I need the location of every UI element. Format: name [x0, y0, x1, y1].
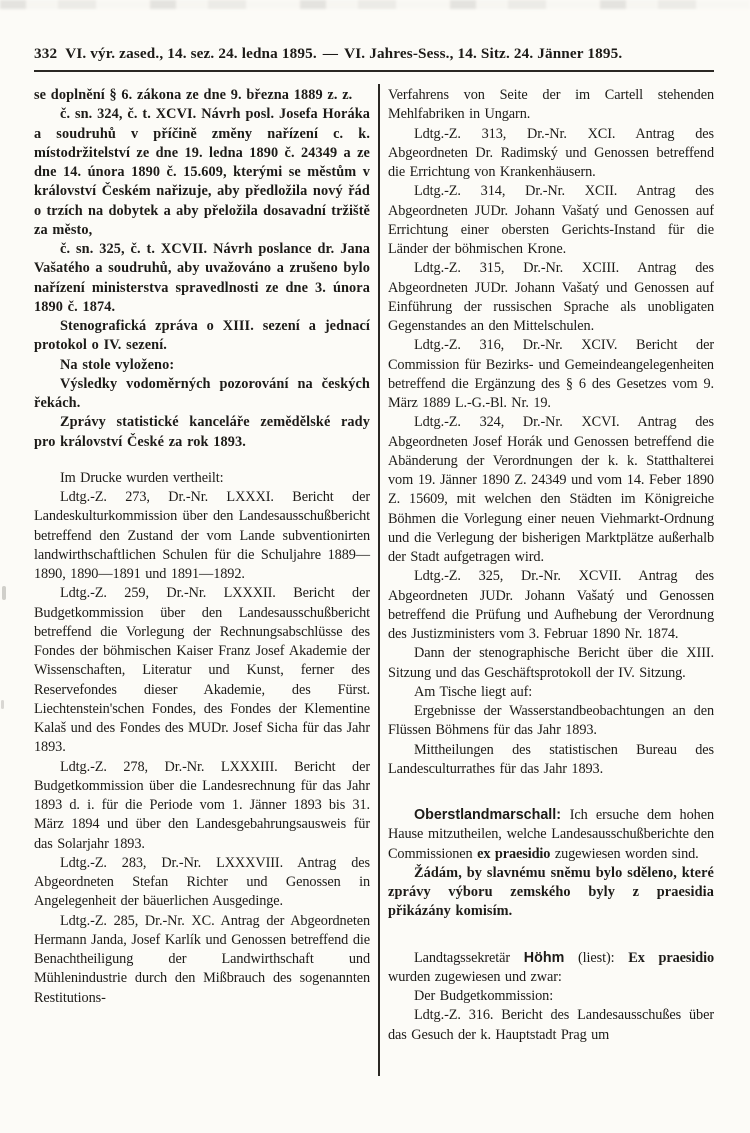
text-segment: ex praesidio — [477, 845, 551, 862]
text-segment: Ldtg.-Z. 278, Dr.-Nr. LXXXIII. Bericht der Budgetkommission über die Landesrechnung für das Jahr 1893 d. i. für die Periode vom 1. Jänner 1893 bis 31. März 1894 und über den Landesgebahrungsausweis für das Solarjahr 1893. — [34, 758, 370, 852]
text-segment: Der Budgetkommission: — [414, 988, 554, 1004]
right-column — [380, 84, 714, 1124]
paragraph — [388, 259, 714, 336]
paragraph — [388, 1006, 714, 1045]
paragraph — [388, 683, 714, 702]
paragraph — [388, 806, 714, 864]
text-segment: wurden zugewiesen und zwar: — [388, 968, 562, 985]
text-segment: Zprávy statistické kanceláře zemědělské rady pro království České za rok 1893. — [34, 414, 370, 450]
text-segment: se doplnění § 6. zákona ze dne 9. března 1889 z. z. — [34, 87, 353, 103]
text-segment: č. sn. 324, č. t. XCVI. Návrh posl. Josefa Horáka a soudruhů v příčině změny nařízení c. k. místodržitelství ze dne 19. ledna 1890 č. 24349 a ze dne 14. února 1890 č. 15.609, kterými se městům v království Českém nařizuje, aby předložila nový řád o trzích na dobytek a aby přeložila dosavadní tržiště za město, — [34, 106, 370, 238]
paragraph — [34, 240, 370, 317]
paragraph — [34, 375, 370, 414]
page-header — [34, 45, 716, 63]
paragraph — [34, 105, 370, 240]
paragraph — [34, 317, 370, 356]
paragraph — [388, 336, 714, 413]
paragraph — [388, 567, 714, 644]
paragraph — [34, 469, 370, 488]
paragraph — [388, 864, 714, 922]
paragraph — [34, 854, 370, 912]
header-session-german: VI. Jahres-Sess., 14. Sitz. 24. Jänner 1895. — [344, 45, 623, 62]
header-rule — [34, 70, 714, 72]
text-segment: (liest): — [564, 949, 629, 966]
paragraph — [388, 702, 714, 741]
text-segment: Ldtg.-Z. 313, Dr.-Nr. XCI. Antrag des Abgeordneten Dr. Radimský und Genossen betreffend die Errichtung von Krankenhäusern. — [388, 125, 714, 180]
text-segment: Ldtg.-Z. 316, Dr.-Nr. XCIV. Bericht der Commission für Bezirks- und Gemeindeangelegenheiten betreffend die Ergänzung des § 6 des Gesetzes vom 9. März 1889 L.-G.-Bl. Nr. 19. — [388, 337, 714, 411]
text-segment: zugewiesen worden sind. — [550, 845, 699, 862]
text-segment: Ldtg.-Z. 259, Dr.-Nr. LXXXII. Bericht der Budgetkommission über den Landesausschußbericht betreffend die Vorlegung der Rechnungsabschlüsse des Fondes der böhmischen Kaiser Franz Josef Akademie der Wissenschaften, Literatur und Kunst, ferner des Reservefondes dieser Akademie, des Fürst. Liechtenstein'schen Fondes, des Fondes der Klementine Kalaš und des Fondes des MUDr. Josef Sicha für das Jahr 1893. — [34, 585, 370, 756]
paragraph — [388, 949, 714, 988]
paragraph — [34, 413, 370, 452]
text-segment: Ergebnisse der Wasserstandbeobachtungen an den Flüssen Böhmens für das Jahr 1893. — [388, 703, 714, 739]
paragraph — [34, 356, 370, 375]
header-separator: — — [322, 45, 339, 62]
text-segment: Im Drucke wurden vertheilt: — [60, 469, 224, 486]
text-segment: Ldtg.-Z. 314, Dr.-Nr. XCII. Antrag des Abgeordneten JUDr. Johann Vašatý und Genossen auf Errichtung einer obersten Gerichts-Instand für die Länder der böhmischen Krone. — [388, 183, 714, 257]
text-segment: Ldtg.-Z. 315, Dr.-Nr. XCIII. Antrag des Abgeordneten JUDr. Johann Vašatý und Genossen auf Einführung der russischen Sprache als unobligaten Gegenstandes an den Mittelschulen. — [388, 260, 714, 334]
text-segment: Landtagssekretär — [414, 949, 524, 966]
text-segment: Mittheilungen des statistischen Bureau des Landesculturrathes für das Jahr 1893. — [388, 741, 714, 777]
paragraph — [34, 758, 370, 854]
paragraph — [34, 912, 370, 1008]
page-number: 332 — [34, 45, 58, 62]
paragraph — [388, 987, 714, 1006]
paragraph — [388, 644, 714, 683]
text-columns — [34, 84, 716, 1124]
text-segment: č. sn. 325, č. t. XCVII. Návrh poslance dr. Jana Vašatého a soudruhů, aby uvažováno a zrušeno bylo nařízení ministerstva spravedlnosti ze dne 3. února 1890 č. 1874. — [34, 241, 370, 315]
scan-speck — [2, 586, 6, 600]
text-segment: Ich ersuche dem hohen Hause mitzutheilen, welche Landesausschußberichte den Commissionen — [388, 807, 714, 862]
text-segment: Žádám, by slavnému sněmu bylo sděleno, které zprávy výboru zemského byly z praesidia přikázány komisím. — [388, 864, 714, 920]
text-segment: Ldtg.-Z. 325, Dr.-Nr. XCVII. Antrag des Abgeordneten JUDr. Johann Vašatý und Genossen betreffend die Prüfung und Aufhebung der Verordnung des Justizministers vom 3. Februar 1890 Nr. 1874. — [388, 568, 714, 642]
scan-speck — [1, 700, 4, 709]
text-segment: Ldtg.-Z. 285, Dr.-Nr. XC. Antrag der Abgeordneten Hermann Janda, Josef Karlík und Genossen betreffend die Benachtheiligung der Landwirthschaft und Mühlenindustrie durch den Mißbrauch des sogenannten Restitutions- — [34, 912, 370, 1006]
text-segment: Ldtg.-Z. 316. Bericht des Landesausschußes über das Gesuch der k. Hauptstadt Prag um — [388, 1007, 714, 1043]
text-segment: Ex praesidio — [628, 949, 714, 966]
paragraph — [34, 488, 370, 584]
left-column — [34, 84, 378, 1124]
scan-bleed-artifact — [0, 0, 750, 9]
paragraph — [388, 413, 714, 567]
text-segment: Verfahrens von Seite der im Cartell stehenden Mehlfabriken in Ungarn. — [388, 87, 714, 123]
text-segment: Stenografická zpráva o XIII. sezení a jednací protokol o IV. sezení. — [34, 318, 370, 354]
text-segment: Dann der stenographische Bericht über die XIII. Sitzung und das Geschäftsprotokoll der IV. Sitzung. — [388, 645, 714, 681]
paragraph — [388, 182, 714, 259]
paragraph — [388, 125, 714, 183]
text-segment: Am Tische liegt auf: — [414, 683, 533, 700]
text-segment: Ldtg.-Z. 283, Dr.-Nr. LXXXVIII. Antrag des Abgeordneten Stefan Richter und Genossen in Angelegenheit der bäuerlichen Ausgedinge. — [34, 854, 370, 910]
text-segment: Oberstlandmarschall: — [414, 807, 570, 823]
paragraph — [388, 741, 714, 780]
text-segment: Na stole vyloženo: — [60, 356, 175, 373]
header-session-czech: VI. výr. zased., 14. sez. 24. ledna 1895. — [65, 45, 317, 62]
text-segment: Ldtg.-Z. 324, Dr.-Nr. XCVI. Antrag des Abgeordneten Josef Horák und Genossen betreffend die Abänderung der Verordnungen der k. k. Statthalterei vom 19. Jänner 1890 Z. 24349 und vom 14. Feber 1890 Z. 15609, mit welchen den Städten im Königreiche Böhmen die Vorlegung einer neuen Viehmarkt-Ordnung und die Verlegung der bisherigen Marktplätze außerhalb der Stadt aufgetragen wird. — [388, 414, 714, 565]
paragraph — [34, 584, 370, 757]
text-segment: Ldtg.-Z. 273, Dr.-Nr. LXXXI. Bericht der Landeskulturkommission über den Landesausschußbericht betreffend den Zustand der vom Lande subventionirten landwirthschaftlichen Schulen für die Schuljahre 1889—1890, 1890—1891 und 1891—1892. — [34, 489, 370, 582]
paragraph — [34, 86, 370, 105]
text-segment: Höhm — [523, 949, 565, 966]
text-segment: Výsledky vodoměrných pozorování na českých řekách. — [34, 375, 370, 411]
paragraph — [388, 86, 714, 125]
